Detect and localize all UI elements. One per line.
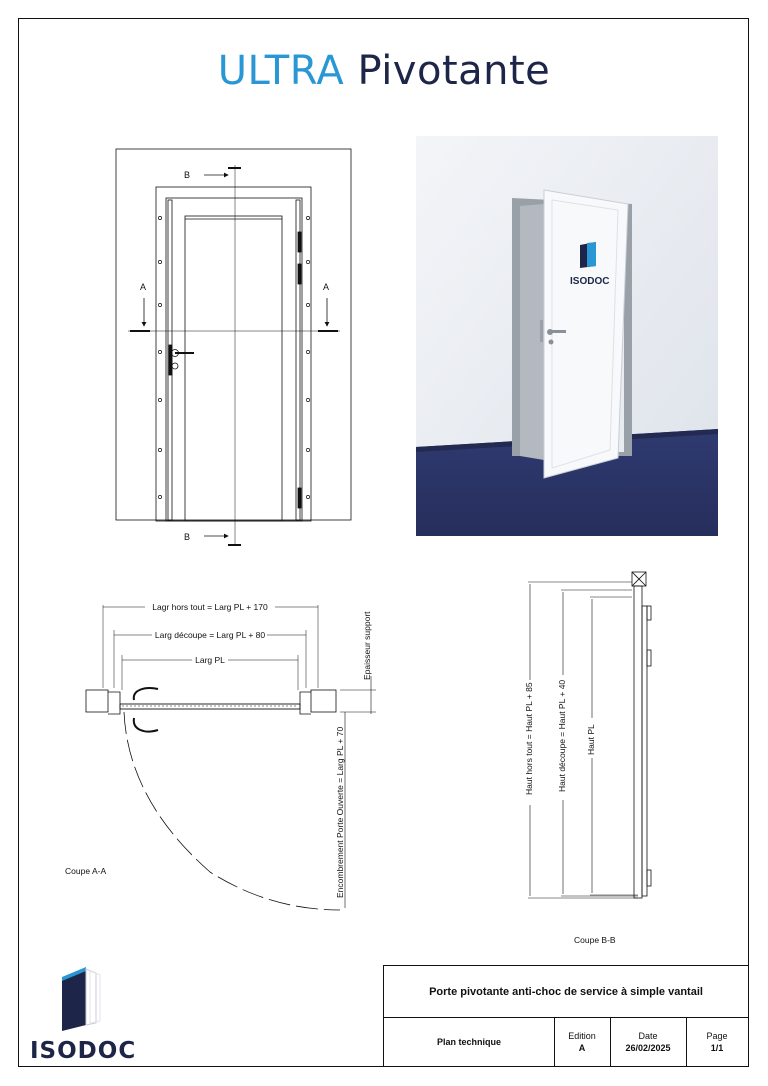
section-aa-drawing [86,605,376,910]
title-block-date [610,1018,687,1066]
front-view-drawing [116,149,351,545]
title-block [383,965,749,1067]
dim-width-cutout: Larg découpe = Larg PL + 80 [154,630,266,640]
section-label-b-top: B [184,170,191,180]
title-block-description: Porte pivotante anti-choc de service à simple vantail [384,966,748,1018]
page-label: Page [706,1031,728,1041]
front-view-screws [158,216,309,498]
dim-height-cutout: Haut découpe = Haut PL + 40 [557,679,567,792]
caption-section-aa: Coupe A-A [65,866,107,876]
page-value: 1/1 [710,1043,724,1053]
door-photo [416,136,718,536]
photo-brand: ISODOC [570,276,610,287]
dim-width-pl: Larg PL [195,655,225,665]
date-value: 26/02/2025 [625,1043,671,1053]
dim-support-thickness: Epaisseur support [362,611,372,680]
dim-height-overall: Haut hors tout = Haut PL + 85 [524,682,534,795]
dim-swing-clearance: Encombrement Porte Ouverte = Larg PL + 70 [335,726,345,898]
dim-height-pl: Haut PL [586,724,596,755]
section-label-a-right: A [323,282,330,292]
date-label: Date [638,1031,658,1041]
edition-label: Edition [568,1031,596,1041]
section-label-b-bottom: B [184,532,191,542]
caption-section-bb: Coupe B-B [574,935,616,945]
title-block-page [686,1018,748,1066]
title-ultra: ULTRA [217,48,345,94]
section-label-a-left: A [140,282,147,292]
title-pivotante: Pivotante [357,48,551,94]
doc-type-value: Plan technique [436,1037,501,1047]
title-block-edition [554,1018,611,1066]
front-view-frame [116,149,351,520]
logo-text: ISODOC [30,1038,137,1064]
edition-value: A [578,1043,586,1053]
dim-width-overall: Lagr hors tout = Larg PL + 170 [152,602,268,612]
title-block-doc-type [384,1018,555,1066]
door-leaf [185,216,282,521]
